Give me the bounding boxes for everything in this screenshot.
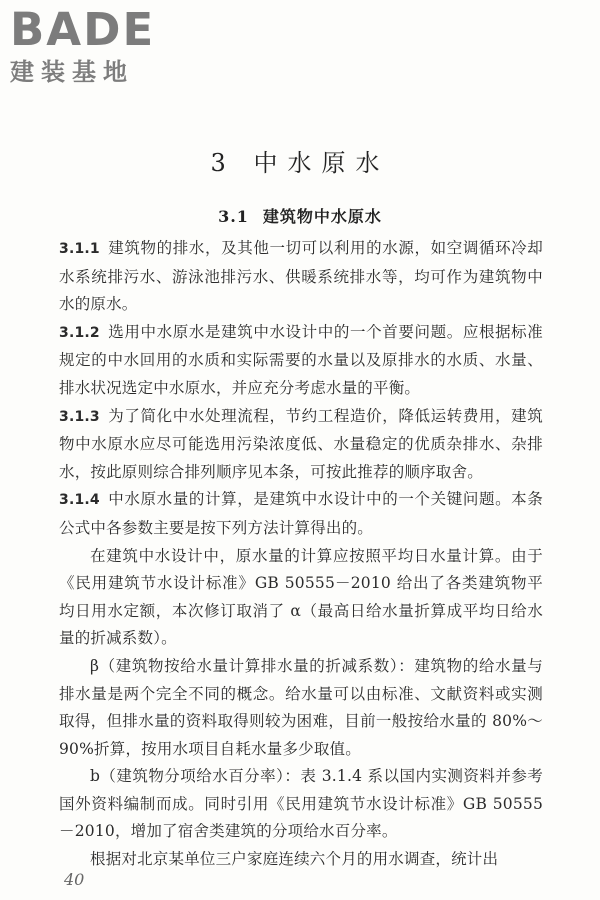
page-number: 40 [64, 870, 85, 889]
clause-number: 3.1.2 [59, 324, 100, 341]
clause-number: 3.1.3 [59, 408, 100, 425]
body-text [59, 235, 543, 874]
logo-subtitle: 建装基地 [10, 58, 134, 86]
logo-wordmark: BADE [10, 3, 156, 56]
clause-text: 选用中水原水是建筑中水设计中的一个首要问题。应根据标准规定的中水回用的水质和实际需要的水量以及原排水的水质、水量、排水状况选定中水原水，并应充分考虑水量的平衡。 [59, 322, 543, 397]
paragraph: 在建筑中水设计中，原水量的计算应按照平均日水量计算。由于《民用建筑节水设计标准》GB 50555－2010 给出了各类建筑物平均日用水定额，本次修订取消了 α（最高日给水量折算成平均日给水量的折减系数）。 [59, 546, 543, 648]
clause-text: 建筑物的排水，及其他一切可以利用的水源，如空调循环冷却水系统排污水、游泳池排污水、供暖系统排水等，均可作为建筑物中水的原水。 [59, 239, 543, 314]
clause-3-1-1 [59, 235, 543, 319]
clause-number: 3.1.1 [59, 241, 100, 257]
paragraph: 根据对北京某单位三户家庭连续六个月的用水调查，统计出 [90, 850, 499, 869]
section-number: 3.1 [218, 207, 249, 226]
logo [10, 3, 180, 88]
section-heading: 建筑物中水原水 [262, 207, 382, 226]
paragraph: β（建筑物按给水量计算排水量的折减系数）：建筑物的给水量与排水量是两个完全不同的概念。给水量可以由标准、文献资料或实测取得，但排水量的资料取得则较为困难，目前一般按给水量的 80%～90%折算，按用水项目自耗水量多少取值。 [59, 656, 543, 758]
clause-3-1-3 [59, 403, 543, 487]
section-title [0, 204, 600, 227]
clause-number: 3.1.4 [59, 492, 100, 509]
clause-text: 为了简化中水处理流程，节约工程造价，降低运转费用，建筑物中水原水应尽可能选用污染浓度低、水量稳定的优质杂排水、杂排水，按此原则综合排列顺序见本条，可按此推荐的顺序取舍。 [59, 406, 543, 481]
clause-3-1-4 [59, 486, 543, 542]
clause-3-1-2 [59, 319, 543, 403]
clause-text: 中水原水量的计算，是建筑中水设计中的一个关键问题。本条公式中各参数主要是按下列方法计算得出的。 [59, 490, 543, 537]
paragraph: b（建筑物分项给水百分率）：表 3.1.4 系以国内实测资料并参考国外资料编制而成。同时引用《民用建筑节水设计标准》GB 50555－2010，增加了宿舍类建筑的分项给水百分率。 [59, 767, 543, 841]
chapter-title: 3 中水原水 [210, 149, 390, 177]
